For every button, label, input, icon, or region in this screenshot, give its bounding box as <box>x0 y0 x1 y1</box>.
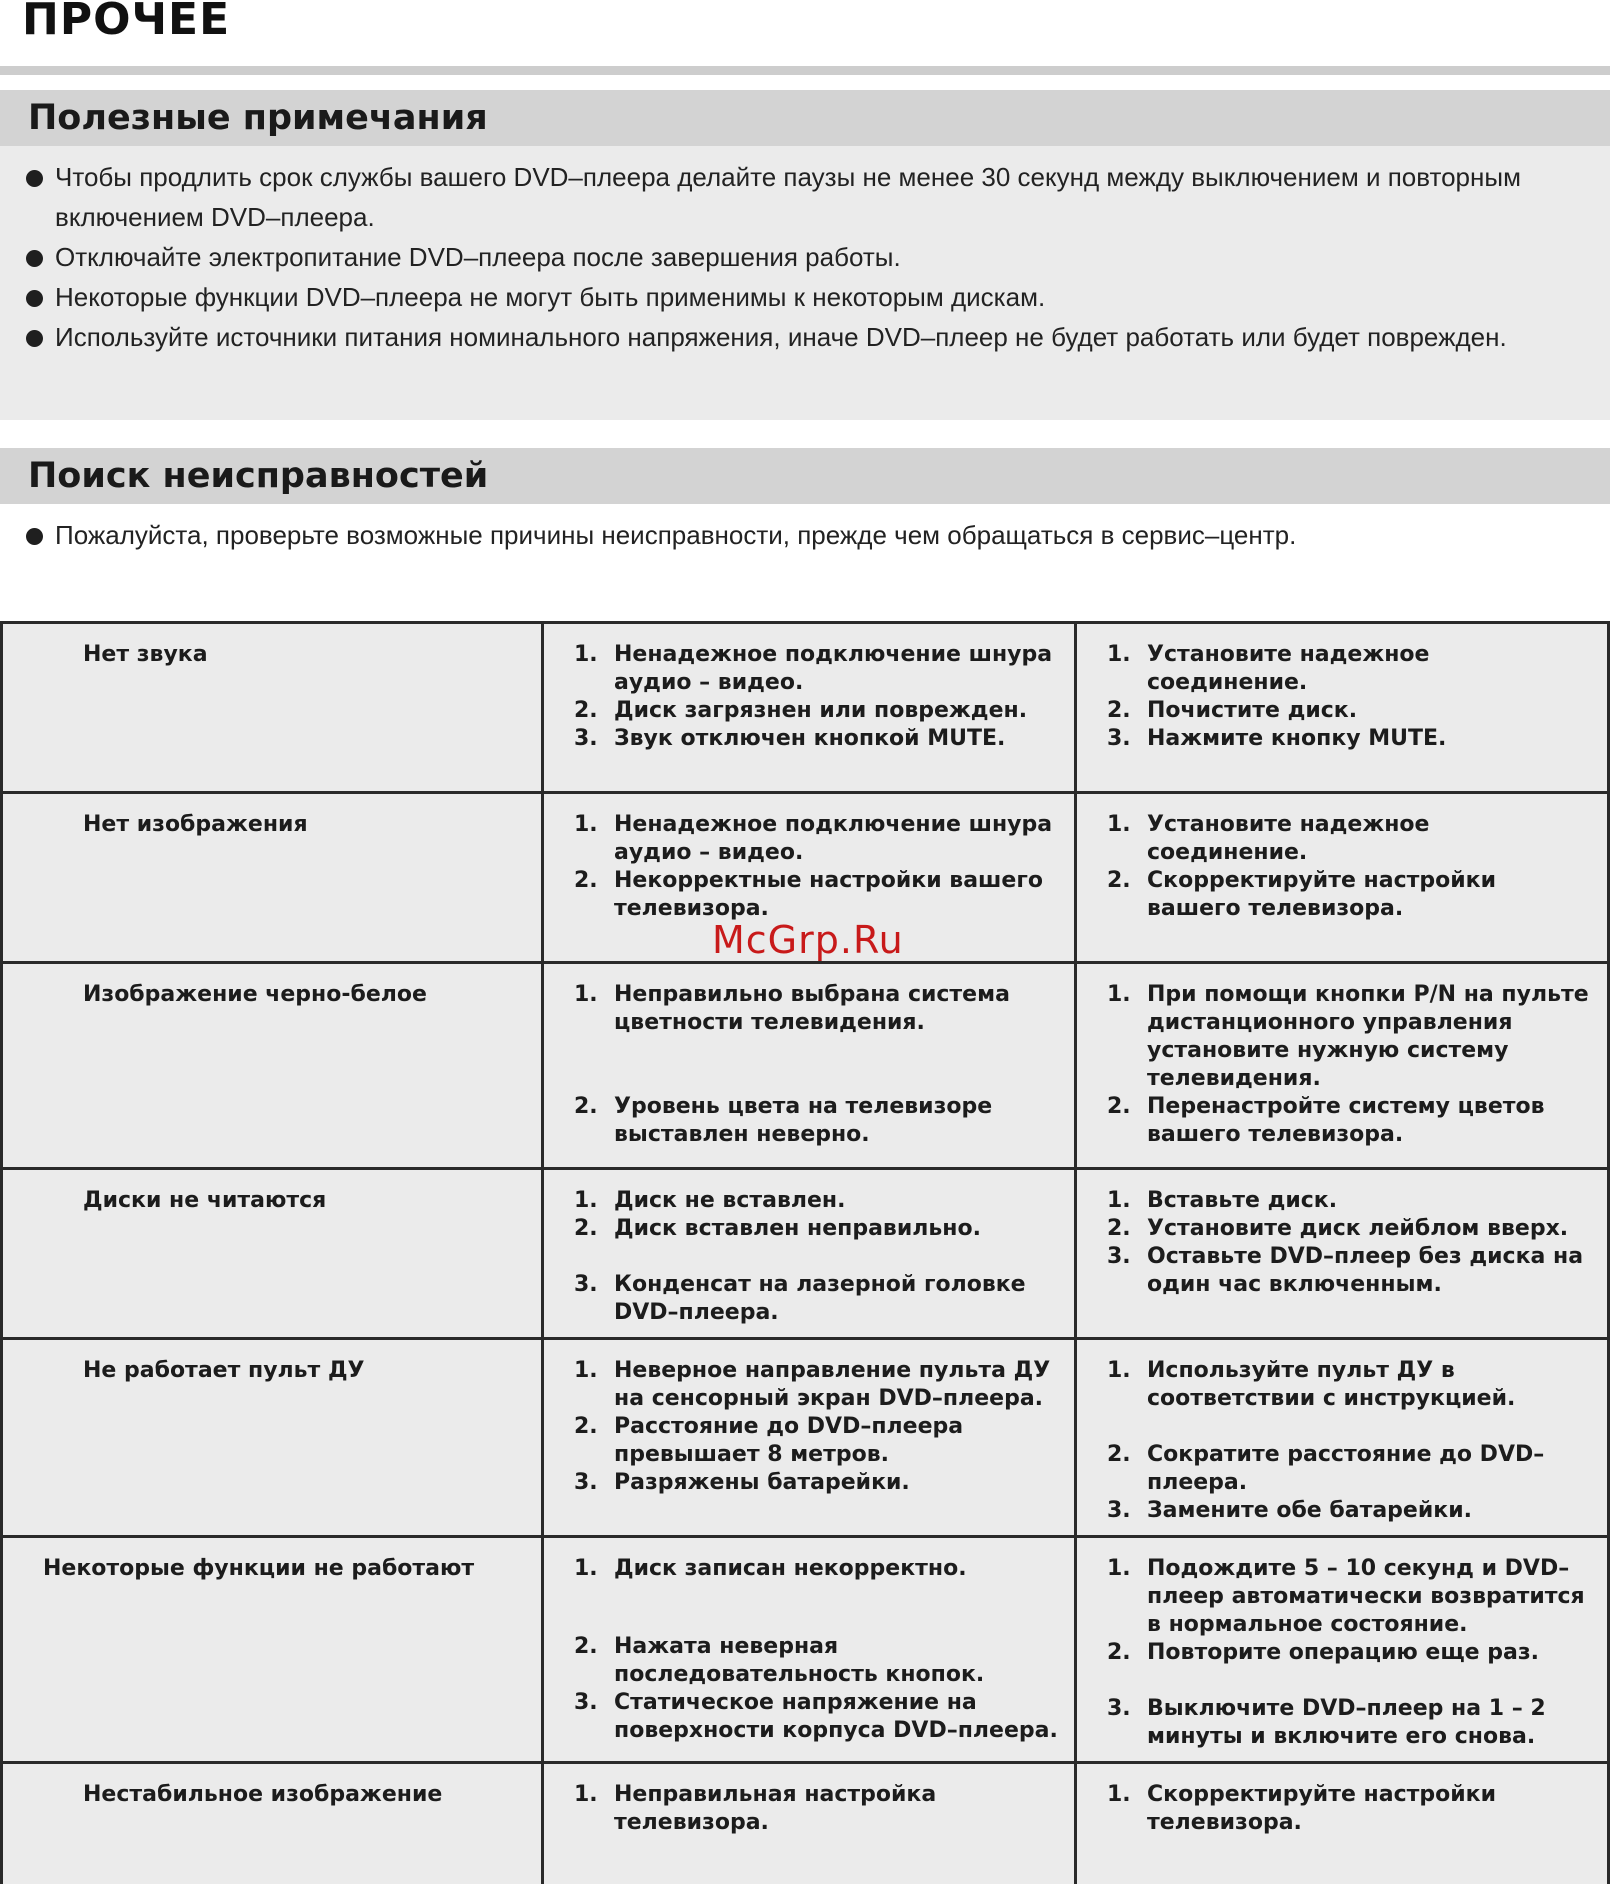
watermark-text: McGrp.Ru <box>712 918 904 962</box>
table-row <box>2 963 1609 1169</box>
solution-item: 1. При помощи кнопки P/N на пульте дистанционного управления установите нужную систему телевидения. <box>1107 982 1589 1091</box>
causes-cell <box>543 1339 1076 1537</box>
solution-item: 2. Почистите диск. <box>1107 698 1358 723</box>
note-item: Некоторые функции DVD–плеера не могут быть применимы к некоторым дискам. <box>0 277 1610 317</box>
notes-section-body <box>0 146 1610 420</box>
solution-item: 3. Оставьте DVD–плеер без диска на один час включенным. <box>1107 1244 1584 1297</box>
cause-item: 1. Диск не вставлен. <box>574 1188 846 1213</box>
cause-item: 2. Диск вставлен неправильно. <box>574 1216 981 1241</box>
cause-item: 3. Статическое напряжение на поверхности корпуса DVD–плеера. <box>574 1690 1058 1743</box>
table-row <box>2 1169 1609 1339</box>
table-row <box>2 1763 1609 1884</box>
solutions-cell <box>1076 1339 1609 1537</box>
solution-item: 2. Установите диск лейблом вверх. <box>1107 1216 1569 1241</box>
causes-cell <box>543 1537 1076 1763</box>
table-row <box>2 1339 1609 1537</box>
table-row <box>2 1537 1609 1763</box>
troubleshooting-intro <box>0 515 1610 555</box>
solutions-cell <box>1076 1169 1609 1339</box>
solution-item: 2. Перенастройте систему цветов вашего телевизора. <box>1107 1094 1545 1147</box>
cause-item: 1. Неправильная настройка телевизора. <box>574 1782 937 1835</box>
problem-cell: Диски не читаются <box>2 1169 543 1339</box>
solution-item: 1. Вставьте диск. <box>1107 1188 1338 1213</box>
note-item: Отключайте электропитание DVD–плеера после завершения работы. <box>0 237 1610 277</box>
causes-cell <box>543 963 1076 1169</box>
troubleshooting-table <box>0 621 1610 1884</box>
solutions-cell <box>1076 963 1609 1169</box>
intro-item: Пожалуйста, проверьте возможные причины неисправности, прежде чем обращаться в сервис–центр. <box>0 515 1610 555</box>
note-item: Чтобы продлить срок службы вашего DVD–плеера делайте паузы не менее 30 секунд между выключением и повторным включением DVD–плеера. <box>0 157 1610 237</box>
cause-item: 2. Расстояние до DVD–плеера превышает 8 метров. <box>574 1414 964 1467</box>
solution-item: 2. Скорректируйте настройки вашего телевизора. <box>1107 868 1497 921</box>
solution-item: 3. Выключите DVD–плеер на 1 – 2 минуты и включите его снова. <box>1107 1696 1546 1749</box>
troubleshooting-heading: Поиск неисправностей <box>28 456 489 496</box>
solutions-cell <box>1076 1763 1609 1884</box>
bullet-icon <box>26 290 43 307</box>
cause-item: 1. Ненадежное подключение шнура аудио – видео. <box>574 642 1053 695</box>
solutions-cell <box>1076 793 1609 963</box>
solution-item: 1. Установите надежное соединение. <box>1107 812 1430 865</box>
notes-heading: Полезные примечания <box>28 98 488 138</box>
cause-item: 3. Разряжены батарейки. <box>574 1470 910 1495</box>
problem-cell: Нет звука <box>2 623 543 793</box>
solution-item: 1. Установите надежное соединение. <box>1107 642 1430 695</box>
bullet-icon <box>26 170 43 187</box>
solution-item: 3. Замените обе батарейки. <box>1107 1498 1472 1523</box>
causes-cell <box>543 1763 1076 1884</box>
solution-item: 2. Повторите операцию еще раз. <box>1107 1640 1539 1665</box>
cause-item: 2. Диск загрязнен или поврежден. <box>574 698 1028 723</box>
problem-cell: Не работает пульт ДУ <box>2 1339 543 1537</box>
solution-item: 1. Скорректируйте настройки телевизора. <box>1107 1782 1497 1835</box>
cause-item: 2. Нажата неверная последовательность кнопок. <box>574 1634 985 1687</box>
note-item: Используйте источники питания номинального напряжения, иначе DVD–плеер не будет работать или будет поврежден. <box>0 317 1610 357</box>
page-title: ПРОЧЕЕ <box>22 0 231 45</box>
solution-item: 1. Подождите 5 – 10 секунд и DVD–плеер автоматически возвратится в нормальное состояние. <box>1107 1556 1585 1637</box>
bullet-icon <box>26 330 43 347</box>
solution-item: 2. Сократите расстояние до DVD–плеера. <box>1107 1442 1545 1495</box>
title-rule <box>0 66 1610 75</box>
cause-item: 1. Ненадежное подключение шнура аудио – видео. <box>574 812 1053 865</box>
cause-item: 3. Звук отключен кнопкой MUTE. <box>574 726 1006 751</box>
problem-cell: Нестабильное изображение <box>2 1763 543 1884</box>
causes-cell <box>543 623 1076 793</box>
problem-cell: Изображение черно-белое <box>2 963 543 1169</box>
cause-item: 1. Диск записан некорректно. <box>574 1556 967 1581</box>
solution-item: 1. Используйте пульт ДУ в соответствии с инструкцией. <box>1107 1358 1516 1411</box>
cause-item: 1. Неверное направление пульта ДУ на сенсорный экран DVD–плеера. <box>574 1358 1051 1411</box>
notes-section-header <box>0 90 1610 146</box>
cause-item: 2. Уровень цвета на телевизоре выставлен неверно. <box>574 1094 993 1147</box>
problem-cell: Некоторые функции не работают <box>2 1537 543 1763</box>
solution-item: 3. Нажмите кнопку MUTE. <box>1107 726 1447 751</box>
causes-cell <box>543 1169 1076 1339</box>
solutions-cell <box>1076 623 1609 793</box>
troubleshooting-section-header <box>0 448 1610 504</box>
solutions-cell <box>1076 1537 1609 1763</box>
notes-list <box>0 146 1610 357</box>
bullet-icon <box>26 250 43 267</box>
cause-item: 3. Конденсат на лазерной головке DVD–плеера. <box>574 1272 1026 1325</box>
problem-cell: Нет изображения <box>2 793 543 963</box>
cause-item: 2. Некорректные настройки вашего телевизора. <box>574 868 1043 921</box>
table-row <box>2 623 1609 793</box>
cause-item: 1. Неправильно выбрана система цветности телевидения. <box>574 982 1010 1035</box>
bullet-icon <box>26 528 43 545</box>
